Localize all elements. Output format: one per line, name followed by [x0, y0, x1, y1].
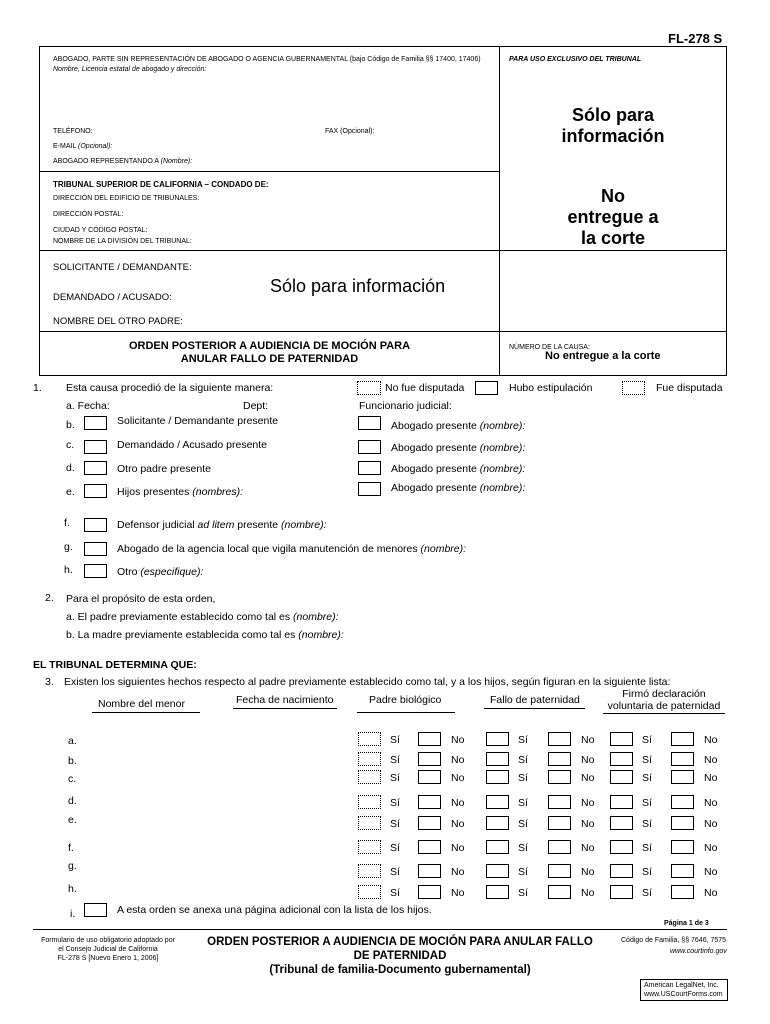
form-number: FL-278 S [668, 31, 723, 46]
petitioner-label: SOLICITANTE / DEMANDANTE: [53, 262, 192, 273]
col-vdp-line-1: Firmó declaración [622, 688, 706, 700]
judgment-yes-checkbox[interactable] [486, 770, 509, 784]
judgment-yes-label: Sí [518, 818, 528, 830]
col-vdp [600, 688, 728, 712]
judgment-no-label: No [581, 842, 595, 854]
vdp-yes-label: Sí [642, 887, 652, 899]
bio-yes-checkbox[interactable] [358, 840, 381, 854]
bio-no-label: No [451, 866, 465, 878]
rule [92, 712, 200, 713]
respondent-present-checkbox[interactable] [84, 440, 107, 454]
vdp-yes-checkbox[interactable] [610, 885, 633, 899]
bio-yes-label: Sí [390, 772, 400, 784]
no-court-line-1: No [601, 186, 625, 206]
rule [39, 375, 727, 376]
court-use-label: PARA USO EXCLUSIVO DEL TRIBUNAL [509, 56, 642, 63]
judgment-no-label: No [581, 818, 595, 830]
bio-yes-checkbox[interactable] [358, 864, 381, 878]
child-row-letter: f. [68, 842, 74, 854]
item1g-letter: g. [64, 541, 73, 553]
vdp-no-label: No [704, 772, 718, 784]
header-top-border [39, 46, 727, 47]
attorney-label: ABOGADO, PARTE SIN REPRESENTACIÓN DE ABOGADO O AGENCIA GUBERNAMENTAL (bajo Código de Familia §§ 17400, 17406) [53, 56, 481, 63]
child-row-letter: e. [68, 814, 77, 826]
judgment-no-checkbox[interactable] [548, 885, 571, 899]
judgment-yes-label: Sí [518, 842, 528, 854]
judgment-yes-checkbox[interactable] [486, 864, 509, 878]
item2-text: Para el propósito de esta orden, [66, 593, 216, 605]
other-parent-attorney-label: Abogado presente (nombre): [391, 463, 526, 475]
bio-no-label: No [451, 734, 465, 746]
attachment-label: A esta orden se anexa una página adicional con la lista de los hijos. [117, 904, 432, 916]
petitioner-attorney-label: Abogado presente (nombre): [391, 420, 526, 432]
item1e-letter: e. [66, 486, 75, 498]
other-parent-label: NOMBRE DEL OTRO PADRE: [53, 316, 183, 327]
mailing-address-label: DIRECCIÓN POSTAL: [53, 211, 124, 218]
attachment-checkbox[interactable] [84, 903, 107, 917]
judgment-no-checkbox[interactable] [548, 752, 571, 766]
phone-label: TELÉFONO: [53, 128, 93, 135]
judgment-yes-label: Sí [518, 754, 528, 766]
judgment-no-label: No [581, 754, 595, 766]
city-zip-label: CIUDAD Y CÓDIGO POSTAL: [53, 227, 148, 234]
email-label: E-MAIL (Opcional): [53, 143, 113, 150]
adoption-line-2: el Consejo Judicial de California [58, 946, 158, 953]
legalnet-box [640, 979, 728, 1001]
vdp-yes-checkbox[interactable] [610, 840, 633, 854]
item1h-letter: h. [64, 564, 73, 576]
rule [233, 708, 337, 709]
fax-label: FAX (Opcional): [325, 128, 375, 135]
no-court-stamp [500, 186, 726, 249]
bio-yes-label: Sí [390, 797, 400, 809]
footer-title-line-2: DE PATERNIDAD [353, 950, 447, 962]
contested-checkbox[interactable] [622, 381, 645, 395]
rule [603, 713, 725, 714]
info-only-line-2: información [561, 126, 665, 146]
bio-yes-checkbox[interactable] [358, 770, 381, 784]
judgment-yes-label: Sí [518, 797, 528, 809]
bio-yes-label: Sí [390, 734, 400, 746]
judgment-yes-label: Sí [518, 772, 528, 784]
vdp-no-label: No [704, 866, 718, 878]
bio-yes-checkbox[interactable] [358, 816, 381, 830]
item1b-letter: b. [66, 419, 75, 431]
bio-yes-label: Sí [390, 754, 400, 766]
item1f-letter: f. [64, 517, 70, 529]
vdp-no-checkbox[interactable] [671, 840, 694, 854]
col-bio-father: Padre biológico [369, 694, 442, 706]
respondent-attorney-label: Abogado presente (nombre): [391, 442, 526, 454]
petitioner-present-label: Solicitante / Demandante presente [117, 415, 279, 427]
bio-no-checkbox[interactable] [418, 840, 441, 854]
item1c-letter: c. [66, 439, 75, 451]
bio-yes-label: Sí [390, 866, 400, 878]
petitioner-present-checkbox[interactable] [84, 416, 107, 430]
respondent-present-label: Demandado / Acusado presente [117, 439, 268, 451]
other-present-checkbox[interactable] [84, 564, 107, 578]
bio-no-label: No [451, 842, 465, 854]
gal-present-checkbox[interactable] [84, 518, 107, 532]
vdp-no-checkbox[interactable] [671, 795, 694, 809]
rule [33, 929, 727, 930]
judgment-yes-label: Sí [518, 887, 528, 899]
footer-title [190, 935, 610, 977]
rule [39, 171, 500, 172]
item1a-dept-label: Dept: [243, 400, 269, 412]
vdp-yes-label: Sí [642, 797, 652, 809]
bio-yes-checkbox[interactable] [358, 795, 381, 809]
judgment-no-checkbox[interactable] [548, 795, 571, 809]
other-parent-present-checkbox[interactable] [84, 461, 107, 475]
bio-no-checkbox[interactable] [418, 770, 441, 784]
child-support-attorney-checkbox[interactable] [84, 542, 107, 556]
bio-no-checkbox[interactable] [418, 864, 441, 878]
child-row-letter: h. [68, 883, 77, 895]
item1-number: 1. [33, 382, 42, 394]
bio-yes-label: Sí [390, 842, 400, 854]
vdp-no-label: No [704, 797, 718, 809]
child-row-letter: d. [68, 795, 77, 807]
judgment-yes-label: Sí [518, 866, 528, 878]
bio-no-label: No [451, 887, 465, 899]
vdp-no-checkbox[interactable] [671, 770, 694, 784]
vdp-yes-label: Sí [642, 754, 652, 766]
bio-yes-checkbox[interactable] [358, 732, 381, 746]
stipulated-checkbox[interactable] [475, 381, 498, 395]
judgment-no-label: No [581, 797, 595, 809]
court-address-label: DIRECCIÓN DEL EDIFICIO DE TRIBUNALES: [53, 195, 200, 202]
item1d-letter: d. [66, 462, 75, 474]
vdp-no-checkbox[interactable] [671, 732, 694, 746]
bio-no-label: No [451, 754, 465, 766]
bio-yes-checkbox[interactable] [358, 885, 381, 899]
other-parent-present-label: Otro padre presente [117, 463, 211, 475]
info-only-line-1: Sólo para [571, 105, 655, 125]
child-row-letter: b. [68, 755, 77, 767]
petitioner-attorney-checkbox[interactable] [358, 416, 381, 430]
legalnet-site[interactable]: www.USCourtForms.com [644, 991, 723, 998]
vdp-no-label: No [704, 734, 718, 746]
vdp-no-label: No [704, 887, 718, 899]
order-title [40, 340, 499, 366]
adoption-note [30, 936, 186, 963]
judgment-yes-checkbox[interactable] [486, 752, 509, 766]
no-court-line-2: entregue a [567, 207, 659, 227]
children-attorney-checkbox[interactable] [358, 482, 381, 496]
judgment-yes-checkbox[interactable] [486, 816, 509, 830]
children-present-label: Hijos presentes (nombres): [117, 486, 244, 498]
attorney-sub: Nombre, Licencia estatal de abogado y dirección: [53, 66, 207, 73]
no-court-line-3: la corte [580, 228, 646, 248]
respondent-label: DEMANDADO / ACUSADO: [53, 292, 172, 303]
judgment-yes-checkbox[interactable] [486, 885, 509, 899]
vdp-no-checkbox[interactable] [671, 752, 694, 766]
judgment-yes-checkbox[interactable] [486, 840, 509, 854]
vdp-yes-label: Sí [642, 734, 652, 746]
judgment-no-label: No [581, 734, 595, 746]
stipulated-label: Hubo estipulación [509, 382, 593, 394]
header-left-border [39, 46, 40, 375]
bio-yes-label: Sí [390, 818, 400, 830]
bio-no-checkbox[interactable] [418, 885, 441, 899]
vdp-no-label: No [704, 842, 718, 854]
judgment-yes-checkbox[interactable] [486, 732, 509, 746]
findings-title: EL TRIBUNAL DETERMINA QUE: [33, 659, 197, 671]
item1a-date-label: a. Fecha: [66, 400, 110, 412]
vdp-yes-checkbox[interactable] [610, 864, 633, 878]
other-parent-attorney-checkbox[interactable] [358, 461, 381, 475]
order-title-line-1: ORDEN POSTERIOR A AUDIENCIA DE MOCIÓN PARA [128, 340, 411, 352]
item2-number: 2. [45, 592, 54, 604]
vdp-yes-label: Sí [642, 772, 652, 784]
adoption-line-1: Formulario de uso obligatorio adoptado por [41, 937, 175, 944]
page-number: Página 1 de 3 [664, 920, 709, 927]
judgment-no-label: No [581, 866, 595, 878]
vdp-no-checkbox[interactable] [671, 885, 694, 899]
child-row-letter: c. [68, 773, 77, 785]
item3-text: Existen los siguientes hechos respecto al padre previamente establecido como tal, y a los hijos, según figuran en la siguiente lista: [64, 676, 671, 688]
vdp-yes-checkbox[interactable] [610, 752, 633, 766]
rule [484, 708, 585, 709]
judgment-no-label: No [581, 772, 595, 784]
item3i-letter: i. [70, 908, 76, 920]
children-present-checkbox[interactable] [84, 484, 107, 498]
uncontested-checkbox[interactable] [357, 381, 381, 395]
bio-no-label: No [451, 818, 465, 830]
gal-present-label: Defensor judicial ad litem presente (nombre): [117, 519, 327, 531]
col-vdp-line-2: voluntaria de paternidad [607, 700, 721, 712]
child-support-attorney-label: Abogado de la agencia local que vigila manutención de menores (nombre): [117, 543, 467, 555]
legalnet-name: American LegalNet, Inc. [644, 982, 719, 989]
col-judgment: Fallo de paternidad [490, 694, 580, 706]
vdp-yes-checkbox[interactable] [610, 795, 633, 809]
court-title: TRIBUNAL SUPERIOR DE CALIFORNIA – CONDADO DE: [53, 180, 269, 189]
children-attorney-label: Abogado presente (nombre): [391, 482, 526, 494]
judgment-no-checkbox[interactable] [548, 770, 571, 784]
judgment-no-checkbox[interactable] [548, 816, 571, 830]
vdp-no-label: No [704, 818, 718, 830]
bio-no-checkbox[interactable] [418, 795, 441, 809]
uncontested-label: No fue disputada [385, 382, 465, 394]
rule [357, 712, 455, 713]
footer-title-line-1: ORDEN POSTERIOR A AUDIENCIA DE MOCIÓN PARA ANULAR FALLO [207, 936, 593, 948]
case-number-label: NÚMERO DE LA CAUSA: [509, 344, 590, 351]
item1a-officer-label: Funcionario judicial: [359, 400, 452, 412]
judgment-no-checkbox[interactable] [548, 840, 571, 854]
branch-label: NOMBRE DE LA DIVISIÓN DEL TRIBUNAL: [53, 238, 192, 245]
bio-no-checkbox[interactable] [418, 816, 441, 830]
footer-title-line-3: (Tribunal de familia-Documento gubernamental) [269, 964, 531, 976]
child-row-letter: g. [68, 860, 77, 872]
judgment-no-checkbox[interactable] [548, 732, 571, 746]
bio-yes-label: Sí [390, 887, 400, 899]
bio-no-checkbox[interactable] [418, 752, 441, 766]
vdp-yes-checkbox[interactable] [610, 732, 633, 746]
judgment-yes-checkbox[interactable] [486, 795, 509, 809]
item2a-text: a. El padre previamente establecido como tal es (nombre): [66, 611, 339, 623]
vdp-no-checkbox[interactable] [671, 864, 694, 878]
col-birthdate: Fecha de nacimiento [236, 694, 334, 706]
courtinfo-link[interactable]: www.courtinfo.gov [670, 948, 727, 955]
info-only-stamp [500, 105, 726, 147]
bio-no-checkbox[interactable] [418, 732, 441, 746]
adoption-line-3: FL-278 S [Nuevo Enero 1, 2006] [57, 955, 159, 962]
bio-yes-checkbox[interactable] [358, 752, 381, 766]
item2b-text: b. La madre previamente establecida como tal es (nombre): [66, 629, 344, 641]
child-row-letter: a. [68, 735, 77, 747]
rule [39, 331, 727, 332]
contested-label: Fue disputada [656, 382, 723, 394]
vdp-no-checkbox[interactable] [671, 816, 694, 830]
col-child-name: Nombre del menor [98, 698, 185, 710]
vdp-yes-label: Sí [642, 818, 652, 830]
vdp-yes-label: Sí [642, 866, 652, 878]
item3-number: 3. [45, 676, 54, 688]
item1-text: Esta causa procedió de la siguiente manera: [66, 382, 274, 394]
header-right-border [726, 46, 727, 375]
bio-no-label: No [451, 772, 465, 784]
judgment-yes-label: Sí [518, 734, 528, 746]
bio-no-label: No [451, 797, 465, 809]
vdp-yes-checkbox[interactable] [610, 816, 633, 830]
vdp-no-label: No [704, 754, 718, 766]
vdp-yes-label: Sí [642, 842, 652, 854]
order-title-line-2: ANULAR FALLO DE PATERNIDAD [180, 353, 359, 365]
case-number-stamp: No entregue a la corte [545, 350, 661, 362]
vdp-yes-checkbox[interactable] [610, 770, 633, 784]
attorney-for-label: ABOGADO REPRESENTANDO A (Nombre): [53, 158, 193, 165]
judgment-no-label: No [581, 887, 595, 899]
other-present-label: Otro (especifique): [117, 566, 204, 578]
code-citation: Código de Familia, §§ 7646, 7575 [621, 937, 727, 944]
rule [39, 250, 727, 251]
judgment-no-checkbox[interactable] [548, 864, 571, 878]
respondent-attorney-checkbox[interactable] [358, 440, 381, 454]
info-only-center: Sólo para información [270, 276, 446, 296]
